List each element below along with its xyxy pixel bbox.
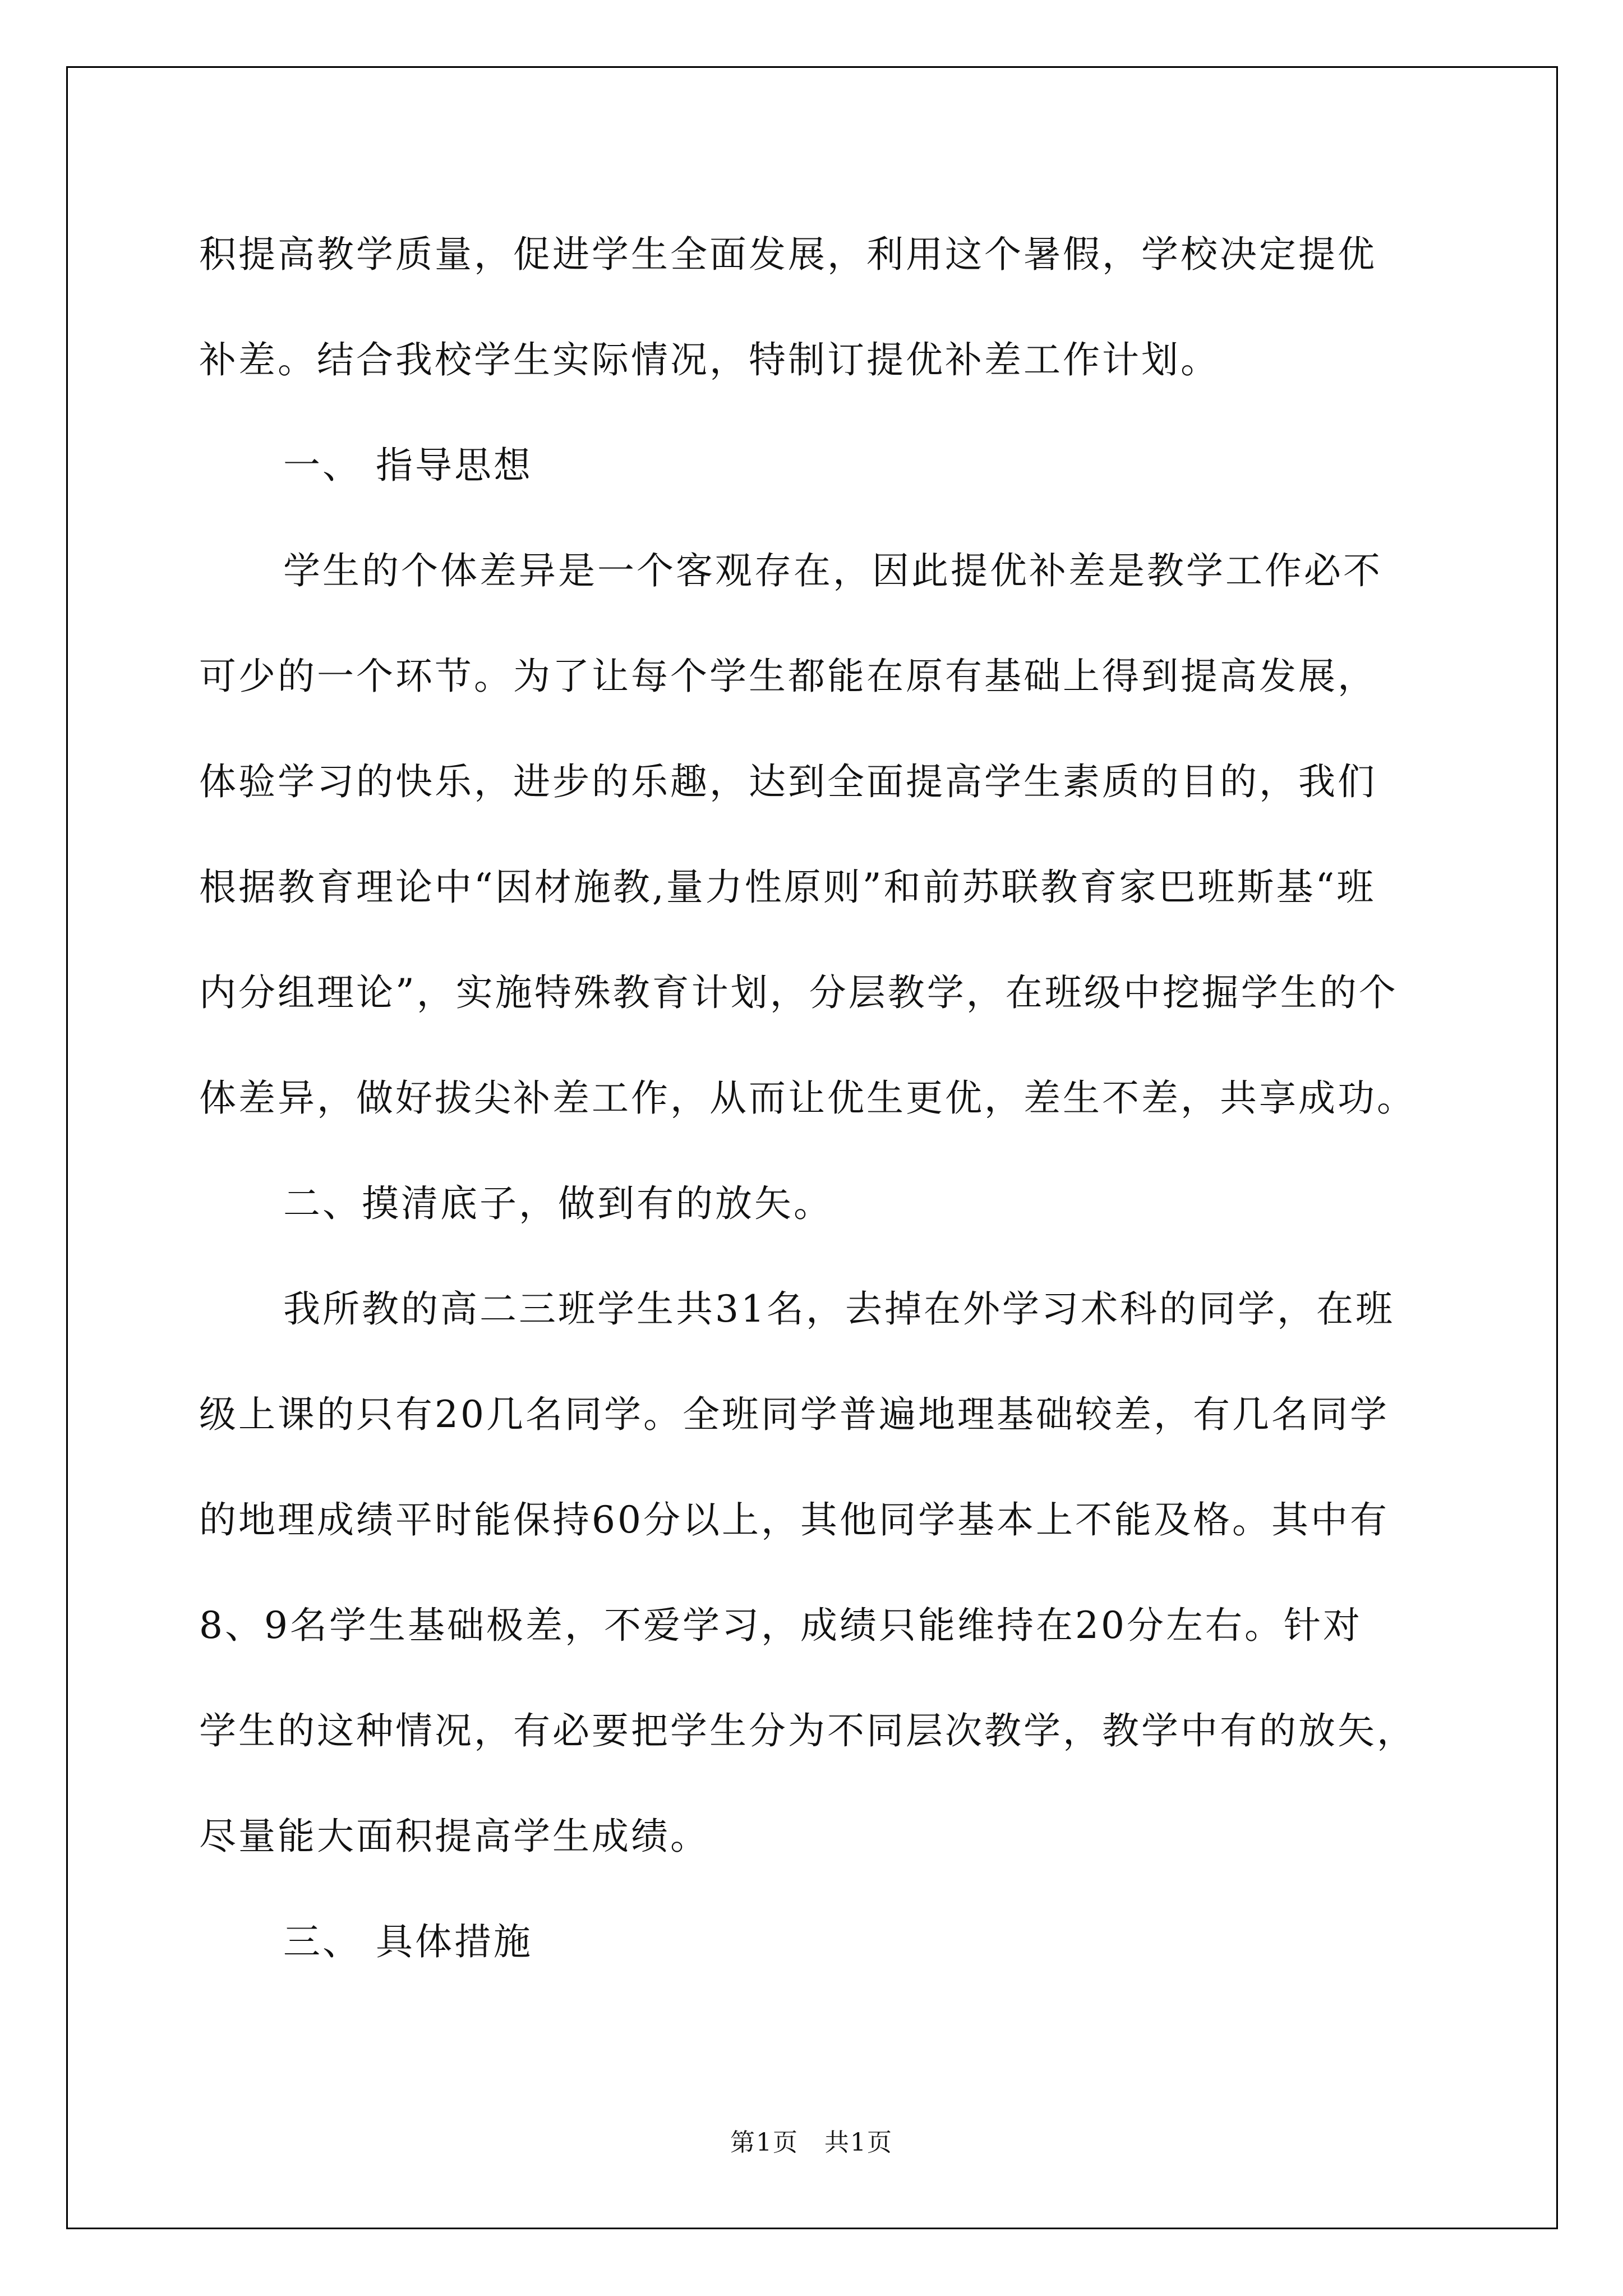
page-number-footer: 第1页 共1页 (730, 2128, 893, 2157)
text-line-5: 可少的一个环节。为了让每个学生都能在原有基础上得到提高发展， (199, 655, 1377, 698)
text-line-16: 尽量能大面积提高学生成绩。 (199, 1815, 709, 1858)
text-line-8: 内分组理论”，实施特殊教育计划，分层教学，在班级中挖掘学生的个 (199, 971, 1398, 1014)
text-line-11: 我所教的高二三班学生共31名，去掉在外学习术科的同学，在班 (283, 1287, 1395, 1331)
text-line-14: 8、9名学生基础极差，不爱学习，成绩只能维持在20分左右。针对 (199, 1604, 1362, 1647)
section-heading-2: 二、摸清底子，做到有的放矢。 (283, 1182, 833, 1225)
section-heading-1: 一、 指导思想 (283, 444, 533, 487)
text-line-2: 补差。结合我校学生实际情况，特制订提优补差工作计划。 (199, 338, 1220, 381)
text-line-1: 积提高教学质量，促进学生全面发展，利用这个暑假，学校决定提优 (199, 233, 1377, 276)
text-line-13: 的地理成绩平时能保持60分以上，其他同学基本上不能及格。其中有 (199, 1498, 1389, 1542)
text-line-15: 学生的这种情况，有必要把学生分为不同层次教学，教学中有的放矢， (199, 1709, 1416, 1752)
text-line-9: 体差异，做好拔尖补差工作，从而让优生更优，差生不差，共享成功。 (199, 1076, 1416, 1120)
document-body (199, 202, 1433, 1995)
section-heading-3: 三、 具体措施 (283, 1920, 533, 1963)
text-line-6: 体验学习的快乐，进步的乐趣，达到全面提高学生素质的目的，我们 (199, 760, 1377, 803)
text-line-12: 级上课的只有20几名同学。全班同学普遍地理基础较差，有几名同学 (199, 1393, 1389, 1436)
text-line-7: 根据教育理论中“因材施教,量力性原则”和前苏联教育家巴班斯基“班 (199, 866, 1376, 909)
text-line-4: 学生的个体差异是一个客观存在，因此提优补差是教学工作必不 (283, 549, 1382, 592)
